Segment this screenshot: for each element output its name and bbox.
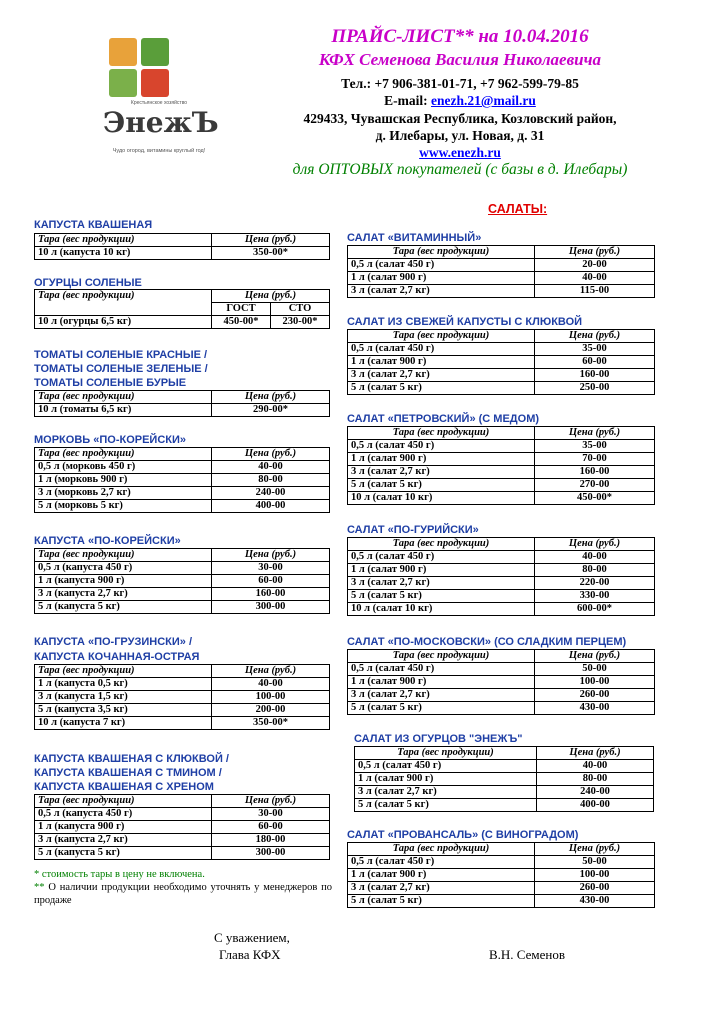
table-row: 1 л (салат 900 г) 100-00 (348, 676, 655, 689)
col-header-gost: ГОСТ (212, 303, 271, 316)
price-table: Тара (вес продукции) Цена (руб.) 0,5 л (капуста 450 г) 30-00 1 л (капуста 900 г) 60-00 3 л (капуста 2,7 кг) 160-00 5 л (капуста 5 кг) 300-00 (34, 548, 330, 614)
email-line (240, 93, 680, 109)
regards-text: С уважением, (214, 930, 290, 945)
section-title: КАПУСТА КВАШЕНАЯ (34, 219, 153, 231)
position-text: Глава КФХ (219, 947, 281, 962)
table-row: 10 л (томаты 6,5 кг) 290-00* (35, 404, 330, 417)
email-label: E-mail: (384, 93, 432, 108)
logo-slogan: Чудо огород, витамины круглый год! (112, 148, 206, 154)
table-row: 1 л (морковь 900 г) 80-00 (35, 474, 330, 487)
section-title: КАПУСТА КВАШЕНАЯ С ТМИНОМ / (34, 767, 222, 779)
table-row: 1 л (салат 900 г) 40-00 (348, 272, 655, 285)
table-row: 1 л (салат 900 г) 80-00 (348, 564, 655, 577)
table-row: 1 л (капуста 900 г) 60-00 (35, 821, 330, 834)
signature-name: В.Н. Семенов (489, 947, 566, 962)
table-row: 0,5 л (салат 450 г) 40-00 (348, 551, 655, 564)
table-row: 5 л (капуста 5 кг) 300-00 (35, 847, 330, 860)
email-link[interactable]: enezh.21@mail.ru (431, 93, 536, 108)
price-table: Тара (вес продукции) Цена (руб.) ГОСТ СТО 10 л (огурцы 6,5 кг) 450-00* 230-00* (34, 289, 330, 329)
price-table: Тара (вес продукции) Цена (руб.) 0,5 л (салат 450 г) 20-00 1 л (салат 900 г) 40-00 3 л (салат 2,7 кг) 115-00 (347, 245, 655, 298)
section-title: САЛАТ «ПО-МОСКОВСКИ» (СО СЛАДКИМ ПЕРЦЕМ) (347, 636, 627, 648)
table-row: 3 л (салат 2,7 кг) 160-00 (348, 369, 655, 382)
section-title: ТОМАТЫ СОЛЕНЫЕ ЗЕЛЕНЫЕ / (34, 363, 208, 375)
table-row: 1 л (капуста 0,5 кг) 40-00 (35, 678, 330, 691)
table-row: 1 л (салат 900 г) 60-00 (348, 356, 655, 369)
section-title: САЛАТ ИЗ СВЕЖЕЙ КАПУСТЫ С КЛЮКВОЙ (347, 316, 583, 328)
table-row: 10 л (капуста 7 кг) 350-00* (35, 717, 330, 730)
page-subtitle: КФХ Семенова Василия Николаевича (318, 50, 602, 69)
price-table: Тара (вес продукции) Цена (руб.) 0,5 л (салат 450 г) 40-00 1 л (салат 900 г) 80-00 3 л (салат 2,7 кг) 220-00 5 л (салат 5 кг) 330-00 10 л (салат 10 кг) 600-00* (347, 537, 655, 616)
section-title: КАПУСТА КВАШЕНАЯ С ХРЕНОМ (34, 781, 214, 793)
table-row: 1 л (салат 900 г) 80-00 (355, 773, 654, 786)
table-row: 0,5 л (салат 450 г) 40-00 (355, 760, 654, 773)
table-row: 3 л (салат 2,7 кг) 115-00 (348, 285, 655, 298)
vegetable-tile-icon (109, 69, 137, 97)
table-row: 5 л (салат 5 кг) 430-00 (348, 702, 655, 715)
table-row: 3 л (салат 2,7 кг) 240-00 (355, 786, 654, 799)
table-row: 0,5 л (морковь 450 г) 40-00 (35, 461, 330, 474)
table-row: 5 л (салат 5 кг) 330-00 (348, 590, 655, 603)
table-row: 5 л (морковь 5 кг) 400-00 (35, 500, 330, 513)
table-row: 0,5 л (салат 450 г) 50-00 (348, 856, 655, 869)
table-row: 5 л (салат 5 кг) 430-00 (348, 895, 655, 908)
table-row: 3 л (салат 2,7 кг) 160-00 (348, 466, 655, 479)
table-row: 10 л (салат 10 кг) 450-00* (348, 492, 655, 505)
table-row: 5 л (капуста 3,5 кг) 200-00 (35, 704, 330, 717)
section-title: САЛАТ «ВИТАМИННЫЙ» (347, 232, 482, 244)
table-row: 0,5 л (капуста 450 г) 30-00 (35, 808, 330, 821)
table-row: 3 л (капуста 2,7 кг) 180-00 (35, 834, 330, 847)
price-table: Тара (вес продукции) Цена (руб.) 0,5 л (салат 450 г) 35-00 1 л (салат 900 г) 70-00 3 л (салат 2,7 кг) 160-00 5 л (салат 5 кг) 270-00 10 л (салат 10 кг) 450-00* (347, 426, 655, 505)
col-header-tara: Тара (вес продукции) (35, 234, 212, 247)
price-table: Тара (вес продукции) Цена (руб.) 0,5 л (капуста 450 г) 30-00 1 л (капуста 900 г) 60-00 3 л (капуста 2,7 кг) 180-00 5 л (капуста 5 кг) 300-00 (34, 794, 330, 860)
vegetable-tile-icon (109, 38, 137, 66)
table-row: 5 л (салат 5 кг) 270-00 (348, 479, 655, 492)
section-title: САЛАТ «ПЕТРОВСКИЙ» (С МЕДОМ) (347, 413, 540, 425)
address-line2: д. Илебары, ул. Новая, д. 31 (375, 128, 545, 143)
section-title: САЛАТ «ПРОВАНСАЛЬ» (С ВИНОГРАДОМ) (347, 829, 579, 841)
address-line1: 429433, Чувашская Республика, Козловский район, (303, 111, 617, 126)
price-table: Тара (вес продукции) Цена (руб.) 0,5 л (морковь 450 г) 40-00 1 л (морковь 900 г) 80-00 3 л (морковь 2,7 кг) 240-00 5 л (морковь 5 кг) 400-00 (34, 447, 330, 513)
table-row: 3 л (салат 2,7 кг) 220-00 (348, 577, 655, 590)
vegetable-tile-icon (141, 38, 169, 66)
table-row: 3 л (морковь 2,7 кг) 240-00 (35, 487, 330, 500)
price-table: Тара (вес продукции) Цена (руб.) 0,5 л (салат 450 г) 40-00 1 л (салат 900 г) 80-00 3 л (салат 2,7 кг) 240-00 5 л (салат 5 кг) 400-00 (354, 746, 654, 812)
section-title: ТОМАТЫ СОЛЕНЫЕ БУРЫЕ (34, 377, 187, 389)
footnote-availability: ** О наличии продукции необходимо уточнять у менеджеров по продаже (34, 882, 332, 906)
table-row: 10 л (капуста 10 кг) 350-00* (35, 247, 330, 260)
section-title: САЛАТ ИЗ ОГУРЦОВ "ЭНЕЖЪ" (354, 733, 523, 745)
table-row: 3 л (капуста 1,5 кг) 100-00 (35, 691, 330, 704)
price-table (34, 233, 330, 260)
price-table: Тара (вес продукции) Цена (руб.) 10 л (томаты 6,5 кг) 290-00* (34, 390, 330, 417)
section-title: КАПУСТА «ПО-ГРУЗИНСКИ» / (34, 636, 193, 648)
section-title: МОРКОВЬ «ПО-КОРЕЙСКИ» (34, 434, 187, 446)
table-row: 0,5 л (салат 450 г) 35-00 (348, 440, 655, 453)
price-table: Тара (вес продукции) Цена (руб.) 0,5 л (салат 450 г) 50-00 1 л (салат 900 г) 100-00 3 л (салат 2,7 кг) 260-00 5 л (салат 5 кг) 430-00 (347, 842, 655, 908)
table-row: 1 л (капуста 900 г) 60-00 (35, 575, 330, 588)
table-row: 10 л (салат 10 кг) 600-00* (348, 603, 655, 616)
section-title: КАПУСТА «ПО-КОРЕЙСКИ» (34, 535, 181, 547)
website-line (240, 145, 680, 161)
col-header-price: Цена (руб.) (212, 234, 330, 247)
table-row: 0,5 л (салат 450 г) 35-00 (348, 343, 655, 356)
section-title: ОГУРЦЫ СОЛЕНЫЕ (34, 277, 142, 289)
section-title: САЛАТ «ПО-ГУРИЙСКИ» (347, 524, 479, 536)
section-title: КАПУСТА КОЧАННАЯ-ОСТРАЯ (34, 651, 200, 663)
table-row: 0,5 л (салат 450 г) 50-00 (348, 663, 655, 676)
table-row: 3 л (капуста 2,7 кг) 160-00 (35, 588, 330, 601)
logo-top-text: Крестьянское хозяйство (130, 100, 188, 106)
price-table: Тара (вес продукции) Цена (руб.) 0,5 л (салат 450 г) 35-00 1 л (салат 900 г) 60-00 3 л (салат 2,7 кг) 160-00 5 л (салат 5 кг) 250-00 (347, 329, 655, 395)
table-row: 0,5 л (капуста 450 г) 30-00 (35, 562, 330, 575)
section-title: КАПУСТА КВАШЕНАЯ С КЛЮКВОЙ / (34, 753, 229, 765)
table-row: 3 л (салат 2,7 кг) 260-00 (348, 689, 655, 702)
table-row: 3 л (салат 2,7 кг) 260-00 (348, 882, 655, 895)
website-link[interactable]: www.enezh.ru (419, 145, 501, 160)
table-row: 1 л (салат 900 г) 100-00 (348, 869, 655, 882)
page-title: ПРАЙС-ЛИСТ** на 10.04.2016 (331, 26, 589, 47)
logo-brand: ЭнежЪ (103, 106, 219, 139)
table-row: 1 л (салат 900 г) 70-00 (348, 453, 655, 466)
col-header-sto: СТО (271, 303, 330, 316)
table-row: 5 л (капуста 5 кг) 300-00 (35, 601, 330, 614)
table-row: 5 л (салат 5 кг) 400-00 (355, 799, 654, 812)
salads-heading: САЛАТЫ: (488, 202, 548, 216)
footnote-tara: * стоимость тары в цену не включена. (34, 869, 205, 880)
table-row: 5 л (салат 5 кг) 250-00 (348, 382, 655, 395)
table-row: 0,5 л (салат 450 г) 20-00 (348, 259, 655, 272)
wholesale-note: для ОПТОВЫХ покупателей (с базы в д. Илебары) (292, 161, 628, 178)
table-row: 10 л (огурцы 6,5 кг) 450-00* 230-00* (35, 316, 330, 329)
phone: Тел.: +7 906-381-01-71, +7 962-599-79-85 (341, 76, 579, 91)
price-table: Тара (вес продукции) Цена (руб.) 0,5 л (салат 450 г) 50-00 1 л (салат 900 г) 100-00 3 л (салат 2,7 кг) 260-00 5 л (салат 5 кг) 430-00 (347, 649, 655, 715)
section-title: ТОМАТЫ СОЛЕНЫЕ КРАСНЫЕ / (34, 349, 208, 361)
vegetable-tile-icon (141, 69, 169, 97)
company-logo (103, 36, 219, 158)
price-table: Тара (вес продукции) Цена (руб.) 1 л (капуста 0,5 кг) 40-00 3 л (капуста 1,5 кг) 100-00 5 л (капуста 3,5 кг) 200-00 10 л (капуста 7 кг) 350-00* (34, 664, 330, 730)
